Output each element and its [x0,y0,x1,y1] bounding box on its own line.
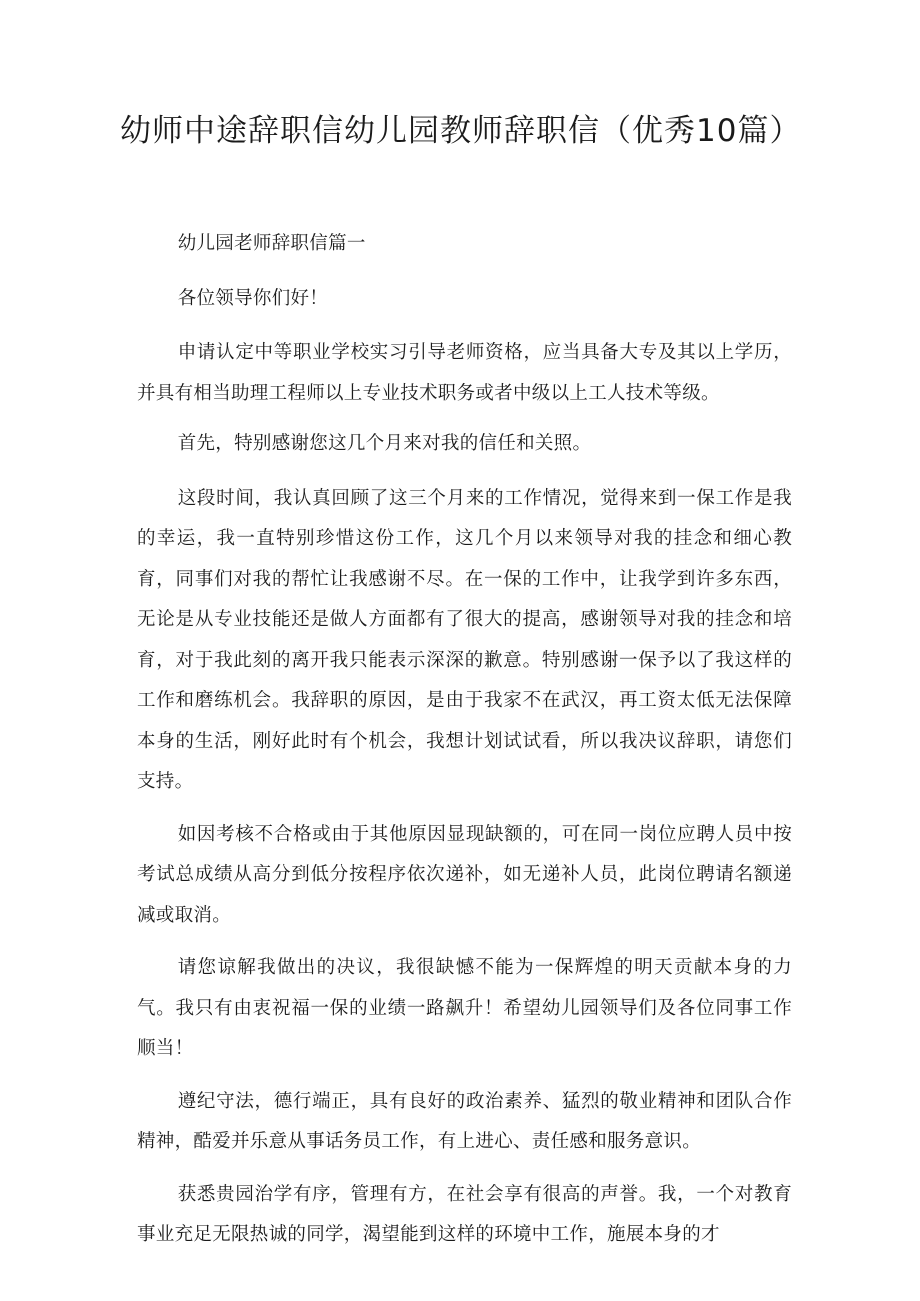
body-paragraph: 如因考核不合格或由于其他原因显现缺额的，可在同一岗位应聘人员中按考试总成绩从高分到低分按程序依次递补，如无递补人员，此岗位聘请名额递减或取消。 [137,823,792,926]
section-heading: 幼儿园老师辞职信篇一 [177,233,366,254]
body-paragraph: 获悉贵园治学有序，管理有方，在社会享有很高的声誉。我，一个对教育事业充足无限热诚的同学，渴望能到这样的环境中工作，施展本身的才 [137,1183,792,1245]
body-paragraph: 请您谅解我做出的决议，我很缺憾不能为一保辉煌的明天贡献本身的力气。我只有由衷祝福一保的业绩一路飙升！希望幼儿园领导们及各位同事工作顺当！ [137,957,792,1059]
body-paragraph: 首先，特别感谢您这几个月来对我的信任和关照。 [177,433,592,454]
body-paragraph: 遵纪守法，德行端正，具有良好的政治素养、猛烈的敬业精神和团队合作精神，酷爱并乐意从事话务员工作，有上进心、责任感和服务意识。 [137,1090,792,1152]
greeting-paragraph: 各位领导你们好！ [177,287,329,309]
body-paragraph: 这段时间，我认真回顾了这三个月来的工作情况，觉得来到一保工作是我的幸运，我一直特别珍惜这份工作，这几个月以来领导对我的挂念和细心教育，同事们对我的帮忙让我感谢不尽。在一保的工作中，让我学到许多东西，无论是从专业技能还是做人方面都有了很大的提高，感谢领导对我的挂念和培育，对于我此刻的离开我只能表示深深的歉意。特别感谢一保予以了我这样的工作和磨练机会。我辞职的原因，是由于我家不在武汉，再工资太低无法保障本身的生活，刚好此时有个机会，我想计划试试看，所以我决议辞职，请您们支持。 [137,487,792,792]
body-paragraph: 申请认定中等职业学校实习引导老师资格，应当具备大专及其以上学历，并具有相当助理工程师以上专业技术职务或者中级以上工人技术等级。 [137,342,792,404]
document-body [137,224,792,1256]
document-title: 幼师中途辞职信幼儿园教师辞职信（优秀10篇） [120,113,802,149]
